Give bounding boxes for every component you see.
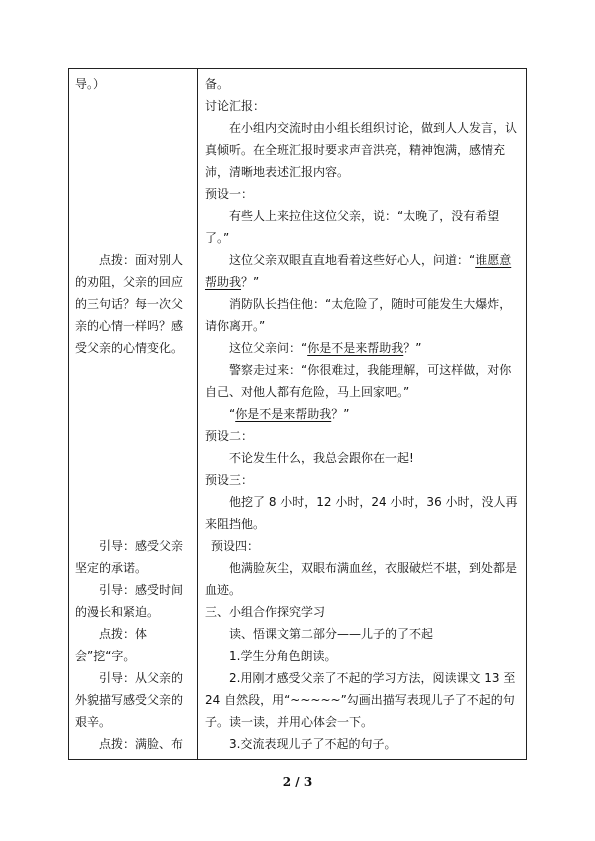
preset-one-line-1: 有些人上来拉住这位父亲，说：“太晚了，没有希望了。”	[205, 209, 500, 245]
preset-four-text: 他满脸灰尘，双眼布满血丝，衣服破烂不堪，到处都是血迹。	[205, 561, 518, 597]
note-time-urgency: 引导：感受时间的漫长和紧迫。	[75, 583, 184, 619]
step-3: 3.交流表现儿子了不起的句子。	[229, 737, 397, 751]
section-three-heading: 三、小组合作探究学习	[205, 605, 326, 619]
note-guide-end: 导。）	[75, 77, 106, 91]
step-1: 1.学生分角色朗读。	[229, 649, 337, 663]
preset-one-line-3: 消防队长挡住他：“太危险了，随时可能发生大爆炸，请你离开。”	[205, 297, 512, 333]
preset-one-line-4: 这位父亲问：“你是不是来帮助我？”	[229, 341, 422, 355]
preset-three-heading: 预设三：	[205, 473, 254, 487]
section-three-subtitle: 读、悟课文第二部分——儿子的了不起	[229, 627, 434, 641]
page-number: 2 / 3	[282, 775, 313, 789]
preset-one-line-2: 这位父亲双眼直直地看着这些好心人，问道：“谁愿意帮助我？”	[205, 253, 512, 289]
preset-two-heading: 预设二：	[205, 429, 254, 443]
underlined-question: 你是不是来帮助我	[307, 341, 404, 355]
preset-one-line-6: “你是不是来帮助我？”	[229, 407, 350, 421]
preset-one-heading: 预设一：	[205, 187, 254, 201]
discussion-instructions: 在小组内交流时由小组长组织讨论，做到人人发言，认真倾听。在全班汇报时要求声音洪亮，精神饱满，感情充沛，清晰地表述汇报内容。	[205, 121, 518, 179]
preset-two-text: 不论发生什么，我总会跟你在一起!	[229, 451, 414, 465]
note-father-responses: 点拨：面对别人的劝阻，父亲的回应的三句话？每一次父亲的心情一样吗？感受父亲的心情变化。	[75, 253, 184, 355]
discussion-heading: 讨论汇报：	[205, 99, 266, 113]
lesson-table	[68, 68, 527, 760]
content-column	[205, 73, 521, 755]
text-prepare: 备。	[205, 77, 230, 91]
preset-four-heading: 预设四：	[211, 539, 260, 553]
note-face-covered: 点拨：满脸、布	[99, 737, 184, 751]
preset-one-line-5: 警察走过来：“你很难过，我能理解，可这样做，对你自己、对他人都有危险，马上回家吧。”	[205, 363, 512, 399]
preset-three-text: 他挖了 8 小时，12 小时，24 小时，36 小时，没人再来阻挡他。	[205, 495, 518, 531]
note-appearance: 引导：从父亲的外貌描写感受父亲的艰辛。	[75, 671, 184, 729]
step-2: 2.用刚才感受父亲了不起的学习方法，阅读课文 13 至 24 自然段，用“~~~~~”勾画出描写表现儿子了不起的句子。读一读，并用心体会一下。	[205, 671, 516, 729]
underlined-question: 你是不是来帮助我	[235, 407, 332, 421]
note-dig-word: 点拨：体会”挖“字。	[75, 627, 148, 663]
column-divider	[197, 69, 198, 759]
underlined-question: 谁愿意帮助我	[205, 253, 512, 289]
note-firm-promise: 引导：感受父亲坚定的承诺。	[75, 539, 184, 575]
